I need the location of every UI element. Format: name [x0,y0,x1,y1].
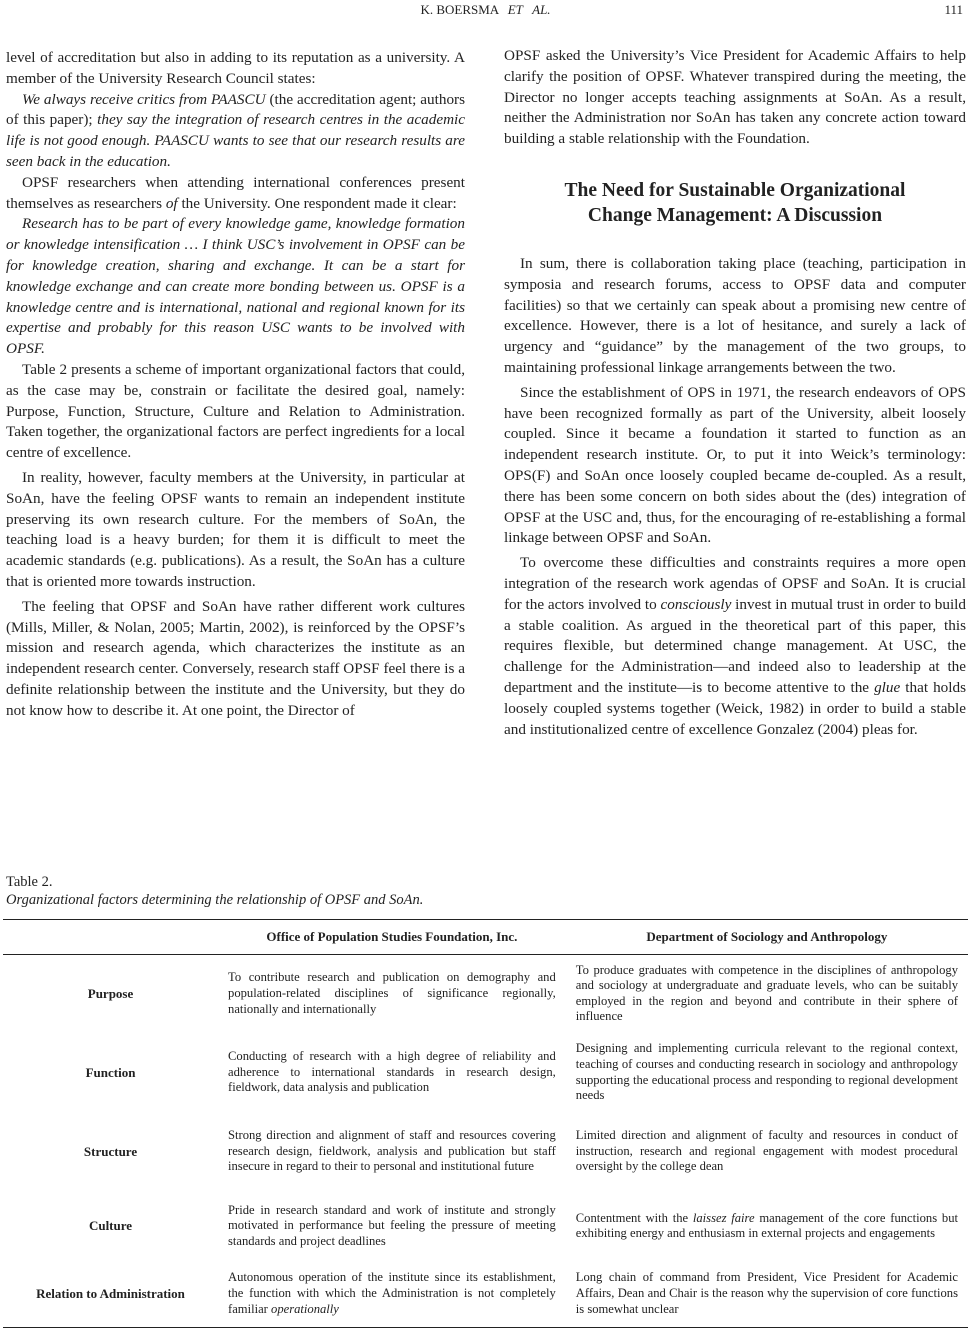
table-cell: Contentment with the laissez faire management of the core functions but exhibiting energy and enthusiasm in external projects and engagements [575,1210,958,1241]
table-header-row [3,920,968,955]
table-caption-title: Organizational factors determining the relationship of OPSF and SoAn. [6,892,424,908]
paragraph: level of accreditation but also in adding to its reputation as a university. A member of the University Research Council states: [6,49,465,87]
table-cell: Pride in research standard and work of institute and strongly motivated in performance but feeling the pressure of meeting standards and project deadlines [228,1202,556,1248]
table-cell: Limited direction and alignment of faculty and resources in conduct of instruction, research and regional engagement with modest procedural oversight by the college dean [575,1128,958,1174]
table-row [3,1033,968,1112]
paragraph: The feeling that OPSF and SoAn have rather different work cultures (Mills, Miller, & Nolan, 2005; Martin, 2002), is reinforced by the OPSF’s mission and research agenda, which characterizes the institute as an independent research center. Conversely, research staff OPSF feel there is a definite relationship between the institute and the University, but they do not know how to describe it. At one point, the Director of [6,597,465,719]
table-cell: Conducting of research with a high degree of reliability and adherence to international standards in research design, fieldwork, data analysis and publication [228,1049,556,1095]
interview-quote: Research has to be part of every knowledge game, knowledge formation or knowledge intensification … I think USC’s involvement in OPSF can be for knowledge creation, sharing and exchange. It can be a start for knowledge exchange and can create more bonding between us. OPSF is a knowledge centre and is international, national and regional known for its expertise and probably for this reason USC wants to be involved with OPSF. [6,215,465,358]
page-number: 111 [944,2,963,17]
interview-quote: We always receive critics from PAASCU (the accreditation agent; authors of this paper); they say the integration of research centres in the academic life is not good enough. PAASCU wants to see that our research results are seen back in the education. [6,90,465,170]
running-head-authors: K. BOERSMA ET AL. [420,2,551,17]
paragraph: OPSF asked the University’s Vice President for Academic Affairs to help clarify the position of OPSF. Whatever transpired during the meeting, the Director no longer accepts teaching assignments at SoAn. As a result, neither the Administration nor SoAn has taken any concrete action toward building a stable relationship with the Foundation. [504,47,966,148]
running-head [0,0,971,20]
paragraph: Table 2 presents a scheme of important organizational factors that could, as the case may be, constrain or facilitate the desired goal, namely: Purpose, Function, Structure, Culture and Relation to Administration. Taken together, the organizational factors are perfect ingredients for a local centre of excellence. [6,360,465,462]
right-column [504,46,966,740]
row-label-relation: Relation to Administration [36,1286,185,1302]
table-cell: Strong direction and alignment of staff and resources covering research design, fieldwork, analysis and publication but staff insecure in regard to their to personal and institutional future [228,1128,556,1174]
table-caption [6,873,423,909]
paragraph: To overcome these difficulties and constraints requires a more open integration of the research work agendas of OPSF and SoAn. It is crucial for the actors involved to consciously invest in mutual trust in order to build a stable coalition. As argued in the theoretical part of this paper, this requires flexible, but determined change management. At USC, the challenge for the Administration—and indeed also to leadership at the department and the institute—is to become attentive to the glue that holds loosely coupled systems together (Weick, 1982) in order to build a stable and institutionalized centre of excellence Gonzalez (2004) pleas for. [504,554,966,738]
table-cell: To contribute research and publication on demography and population-related disciplines of significance regionally, nationally and internationally [228,970,556,1016]
row-label-purpose: Purpose [87,986,134,1002]
row-label-function: Function [85,1064,136,1080]
paragraph: In reality, however, faculty members at the University, in particular at SoAn, have the feeling OPSF wants to remain an independent institute preserving its own research culture. For the members of SoAn, the teaching load is a heavy burden; for them it is difficult to meet the academic standards (e.g. publications). As a result, the SoAn has a culture that is oriented more towards instruction. [6,468,465,590]
table-caption-label: Table 2. [6,874,53,890]
organizational-factors-table [3,919,968,1328]
row-label-culture: Culture [88,1218,133,1234]
table-cell: Long chain of command from President, Vice President for Academic Affairs, Dean and Chair is the reason why the supervision of core functions is somewhat unclear [575,1270,958,1316]
table-row [3,1112,968,1191]
table-header-empty [3,920,218,955]
row-label-structure: Structure [83,1143,138,1159]
table-cell: Autonomous operation of the institute since its establishment, the function with which the Administration is not completely familiar operationally [228,1270,556,1316]
table-row [3,1191,968,1261]
table-row [3,954,968,1033]
table-header-opsf: Office of Population Studies Foundation, Inc. [266,929,518,944]
table-row [3,1261,968,1327]
section-heading: The Need for Sustainable Organizational Change Management: A Discussion [564,179,906,226]
table-cell: To produce graduates with competence in the disciplines of anthropology and sociology at undergraduate and graduate levels, who can be suitably employed in the region and beyond and contribute in their sphere of influence [575,962,958,1024]
left-column [6,48,465,722]
table-header-soan: Department of Sociology and Anthropology [646,929,888,944]
paragraph: Since the establishment of OPS in 1971, the research endeavors of OPS have been recognized formally as part of the University, albeit loosely coupled. Since it became a foundation it started to function as an independent research institute. Or, to put it into Weick’s terminology: OPS(F) and SoAn once loosely coupled became de-coupled. As a result, there has been some concern on both sides about the (des) integration of OPSF at the USC and, thus, for the encouraging of re-establishing a formal linkage between OPSF and SoAn. [504,383,966,547]
table-cell: Designing and implementing curricula relevant to the regional context, teaching of courses and conducting research in sociology and anthropology supporting the educational process and responding to regional development needs [575,1041,958,1103]
paragraph: In sum, there is collaboration taking place (teaching, participation in symposia and research forums, access to OPSF data and computer facilities) so that we certainly can speak about a promising new centre of excellence. However, there is a lot of hesitance, and surely a lack of urgency and “guidance” by the management of the two groups, to maintaining professional linkage arrangements between the two. [504,254,966,376]
paragraph: OPSF researchers when attending international conferences present themselves as researchers of the University. One respondent made it clear: [6,173,465,212]
